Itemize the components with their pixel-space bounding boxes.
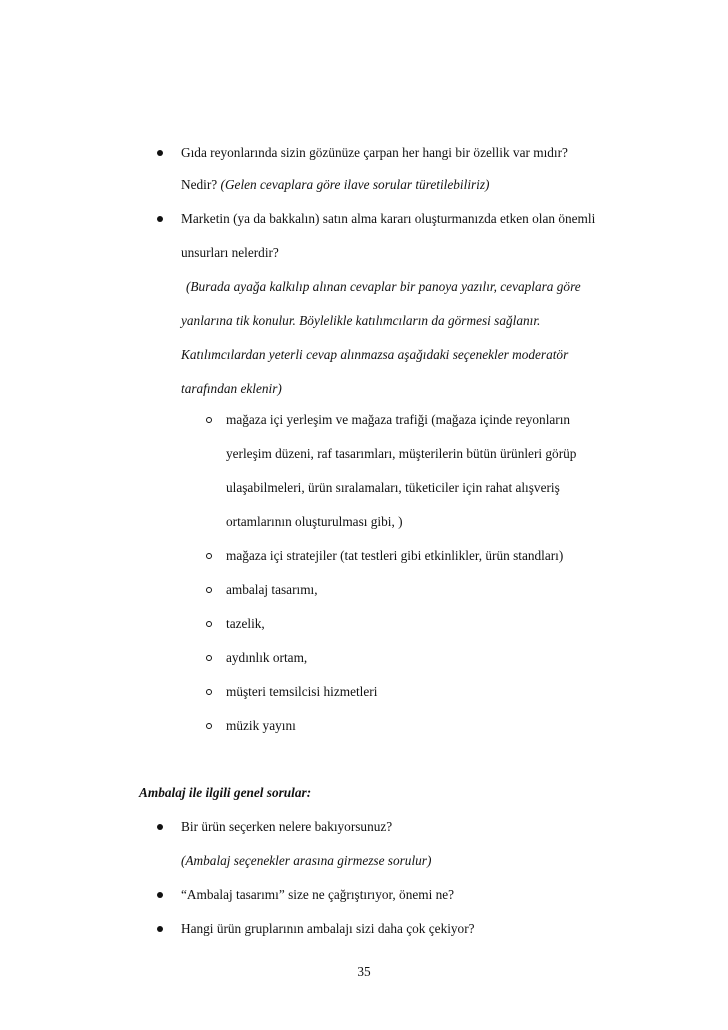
bullet-icon: [157, 926, 163, 932]
sub-item: müzik yayını: [226, 718, 296, 733]
page-number: 35: [357, 964, 371, 979]
question-selection: Bir ürün seçerken nelere bakıyorsunuz?: [181, 819, 393, 834]
bullet-icon: [157, 150, 163, 156]
sub-item: tazelik,: [226, 616, 265, 631]
question-groups: Hangi ürün gruplarının ambalajı sizi daha çok çekiyor?: [181, 921, 475, 936]
bullet-icon: [157, 824, 163, 830]
section-heading: Ambalaj ile ilgili genel sorular:: [139, 785, 312, 800]
bullet-icon: [157, 216, 163, 222]
question-design: “Ambalaj tasarımı” size ne çağrıştırıyor, önemi ne?: [181, 887, 455, 902]
note-line: (Burada ayağa kalkılıp alınan cevaplar bir panoya yazılır, cevaplara göre: [186, 279, 581, 294]
sub-item-cont: ortamlarının oluşturulması gibi, ): [226, 514, 403, 529]
circle-bullet-icon: [206, 587, 212, 593]
question-nedir: Nedir?: [181, 177, 218, 192]
question-reyon-cont: [181, 176, 489, 194]
circle-bullet-icon: [206, 689, 212, 695]
question-market: Marketin (ya da bakkalın) satın alma kararı oluşturmanızda etken olan önemli: [181, 211, 596, 226]
circle-bullet-icon: [206, 417, 212, 423]
bullet-icon: [157, 892, 163, 898]
circle-bullet-icon: [206, 723, 212, 729]
note-line: yanlarına tik konulur. Böylelikle katılımcıların da görmesi sağlanır.: [181, 313, 541, 328]
sub-item: müşteri temsilcisi hizmetleri: [226, 684, 378, 699]
question-reyon-note: (Gelen cevaplara göre ilave sorular türetilebiliriz): [220, 177, 490, 192]
circle-bullet-icon: [206, 655, 212, 661]
circle-bullet-icon: [206, 553, 212, 559]
note-line: Katılımcılardan yeterli cevap alınmazsa aşağıdaki seçenekler moderatör: [181, 347, 569, 362]
circle-bullet-icon: [206, 621, 212, 627]
sub-item-cont: ulaşabilmeleri, ürün sıralamaları, tüketiciler için rahat alışveriş: [226, 480, 560, 495]
sub-item: mağaza içi stratejiler (tat testleri gibi etkinlikler, ürün standları): [226, 548, 564, 563]
sub-item: ambalaj tasarımı,: [226, 582, 318, 597]
question-selection-note: (Ambalaj seçenekler arasına girmezse sorulur): [181, 853, 432, 868]
sub-item: aydınlık ortam,: [226, 650, 308, 665]
question-market-cont: unsurları nelerdir?: [181, 245, 279, 260]
sub-item-cont: yerleşim düzeni, raf tasarımları, müşterilerin bütün ürünleri görüp: [226, 446, 577, 461]
sub-item: mağaza içi yerleşim ve mağaza trafiği (mağaza içinde reyonların: [226, 412, 571, 427]
question-reyon: Gıda reyonlarında sizin gözünüze çarpan her hangi bir özellik var mıdır?: [181, 145, 568, 160]
note-line: tarafından eklenir): [181, 381, 282, 396]
